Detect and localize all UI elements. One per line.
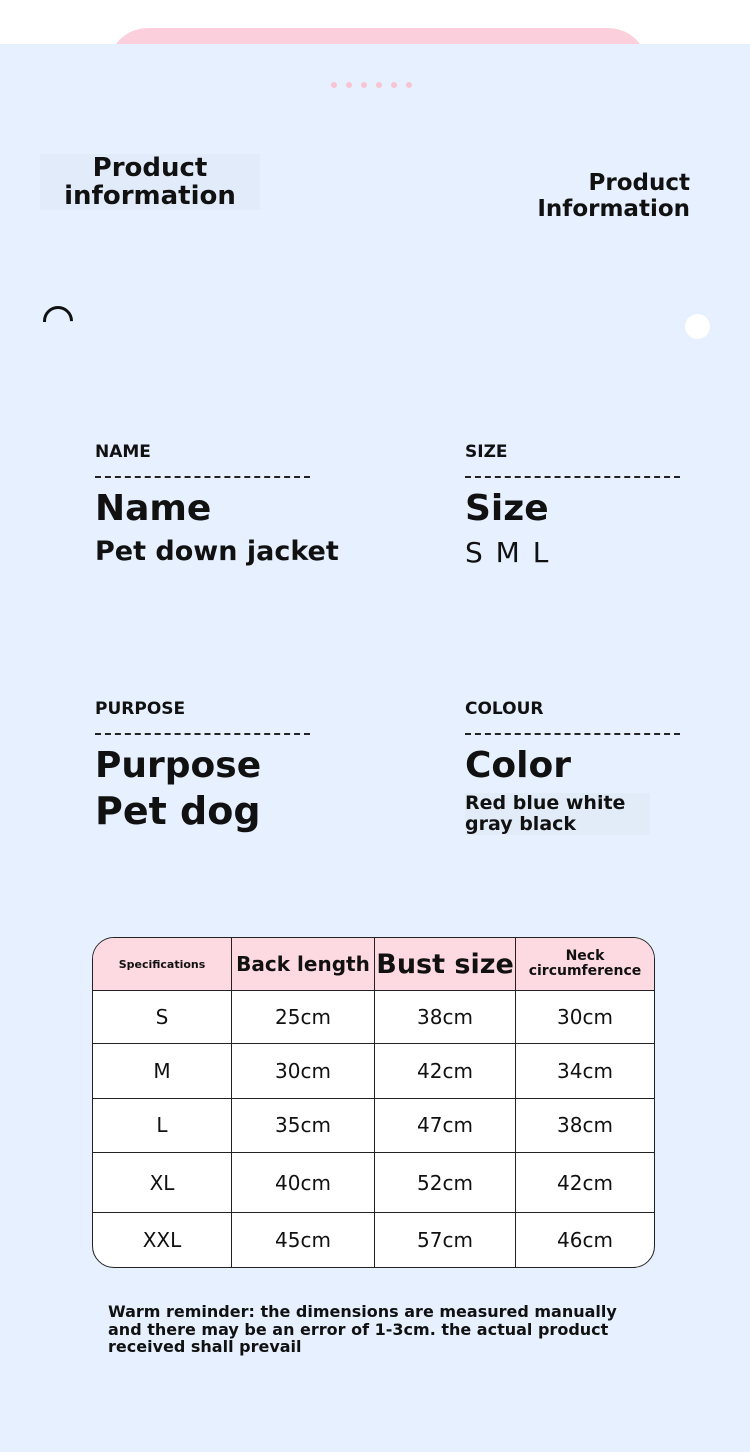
decorative-dots bbox=[331, 82, 412, 88]
table-cell: 47cm bbox=[375, 1099, 516, 1154]
field-value: Red blue white gray black bbox=[465, 793, 650, 835]
column-header-bust-size: Bust size bbox=[375, 938, 516, 991]
field-label: NAME bbox=[95, 442, 151, 462]
table-cell-size: S bbox=[93, 991, 232, 1044]
table-cell: 42cm bbox=[516, 1153, 654, 1213]
column-header-specifications: Specifications bbox=[93, 938, 232, 991]
dashed-divider bbox=[465, 476, 680, 478]
field-label: COLOUR bbox=[465, 699, 544, 719]
field-label: SIZE bbox=[465, 442, 508, 462]
table-row bbox=[93, 991, 654, 1044]
table-cell-size: L bbox=[93, 1099, 232, 1154]
table-cell-size: XXL bbox=[93, 1213, 232, 1267]
table-cell: 25cm bbox=[232, 991, 375, 1044]
field-purpose bbox=[95, 699, 310, 833]
arc-mask bbox=[40, 322, 80, 342]
table-cell: 35cm bbox=[232, 1099, 375, 1154]
section-title: Product information bbox=[40, 154, 260, 210]
field-label: PURPOSE bbox=[95, 699, 186, 719]
table-row bbox=[93, 1213, 654, 1267]
field-heading: Size bbox=[465, 488, 549, 529]
dashed-divider bbox=[95, 733, 310, 735]
field-value: S M L bbox=[465, 536, 551, 569]
field-name bbox=[95, 442, 339, 567]
field-heading: Purpose bbox=[95, 745, 262, 786]
table-cell: 38cm bbox=[516, 1099, 654, 1154]
table-header-row bbox=[93, 938, 654, 991]
circle-decoration-icon bbox=[685, 314, 710, 339]
field-size bbox=[465, 442, 680, 569]
field-heading: Name bbox=[95, 488, 212, 529]
size-chart-table bbox=[92, 937, 655, 1268]
table-cell: 57cm bbox=[375, 1213, 516, 1267]
table-cell-size: XL bbox=[93, 1153, 232, 1213]
warm-reminder-note: Warm reminder: the dimensions are measured manually and there may be an error of 1-3cm. the actual product received shall prevail bbox=[108, 1302, 617, 1356]
table-row bbox=[93, 1099, 654, 1154]
table-cell: 34cm bbox=[516, 1044, 654, 1099]
table-cell: 30cm bbox=[516, 991, 654, 1044]
table-cell-size: M bbox=[93, 1044, 232, 1099]
table-cell: 52cm bbox=[375, 1153, 516, 1213]
table-cell: 30cm bbox=[232, 1044, 375, 1099]
column-header-neck-circumference: Neck circumference bbox=[516, 938, 654, 991]
table-cell: 42cm bbox=[375, 1044, 516, 1099]
table-cell: 46cm bbox=[557, 1228, 613, 1253]
dashed-divider bbox=[95, 476, 310, 478]
table-cell: 40cm bbox=[232, 1153, 375, 1213]
field-colour bbox=[465, 699, 680, 835]
dashed-divider bbox=[465, 733, 680, 735]
table-cell: 38cm bbox=[375, 991, 516, 1044]
field-heading: Color bbox=[465, 745, 571, 786]
table-cell: 45cm bbox=[232, 1213, 375, 1267]
table-row bbox=[93, 1153, 654, 1213]
section-title-english: Product Information bbox=[537, 170, 690, 222]
field-value: Pet down jacket bbox=[95, 536, 339, 567]
column-header-back-length: Back length bbox=[232, 938, 375, 991]
table-row bbox=[93, 1044, 654, 1099]
field-value: Pet dog bbox=[95, 789, 261, 833]
